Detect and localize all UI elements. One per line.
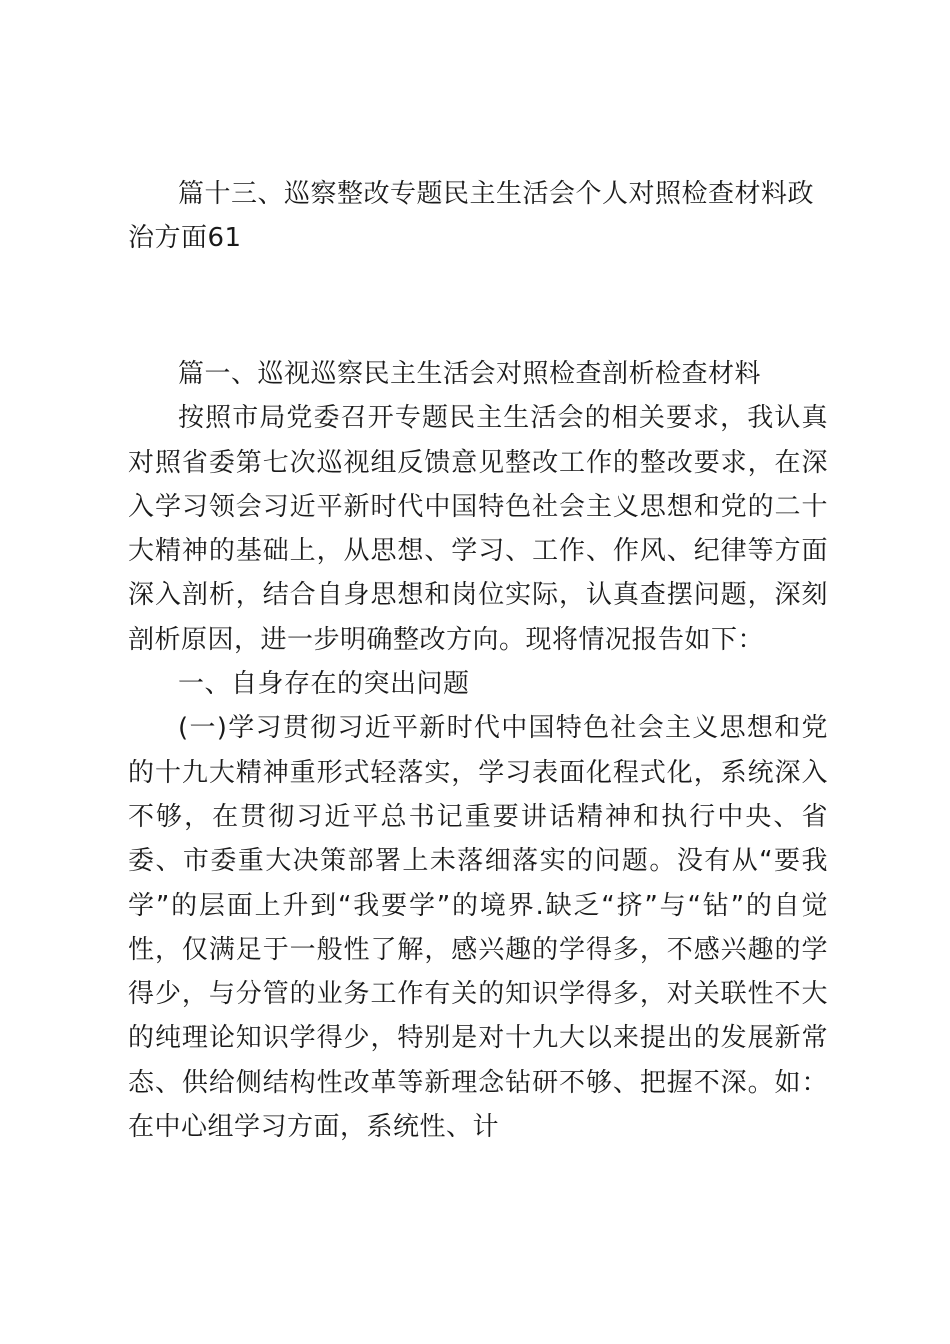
intro-paragraph: 按照市局党委召开专题民主生活会的相关要求，我认真对照省委第七次巡视组反馈意见整改工作的整改要求，在深入学习领会习近平新时代中国特色社会主义思想和党的二十大精神的基础上，从思想、学习、工作、作风、纪律等方面深入剖析，结合自身思想和岗位实际，认真查摆问题，深刻剖析原因，进一步明确整改方向。现将情况报告如下： <box>128 403 828 655</box>
subsection-heading: 一、自身存在的突出问题 <box>178 669 470 700</box>
document-title: 篇十三、巡察整改专题民主生活会个人对照检查材料政治方面61 <box>128 179 815 253</box>
section-heading: 篇一、巡视巡察民主生活会对照检查剖析检查材料 <box>178 359 762 389</box>
document-body <box>128 352 828 1149</box>
body-paragraph: (一)学习贯彻习近平新时代中国特色社会主义思想和党的十九大精神重形式轻落实，学习表面化程式化，系统深入不够，在贯彻习近平总书记重要讲话精神和执行中央、省委、市委重大决策部署上未落细落实的问题。没有从“要我学”的层面上升到“我要学”的境界.缺乏“挤”与“钻”的自觉性，仅满足于一般性了解，感兴趣的学得多，不感兴趣的学得少，与分管的业务工作有关的知识学得多，对关联性不大的纯理论知识学得少，特别是对十九大以来提出的发展新常态、供给侧结构性改革等新理念钻研不够、把握不深。如：在中心组学习方面，系统性、计 <box>128 713 828 1143</box>
